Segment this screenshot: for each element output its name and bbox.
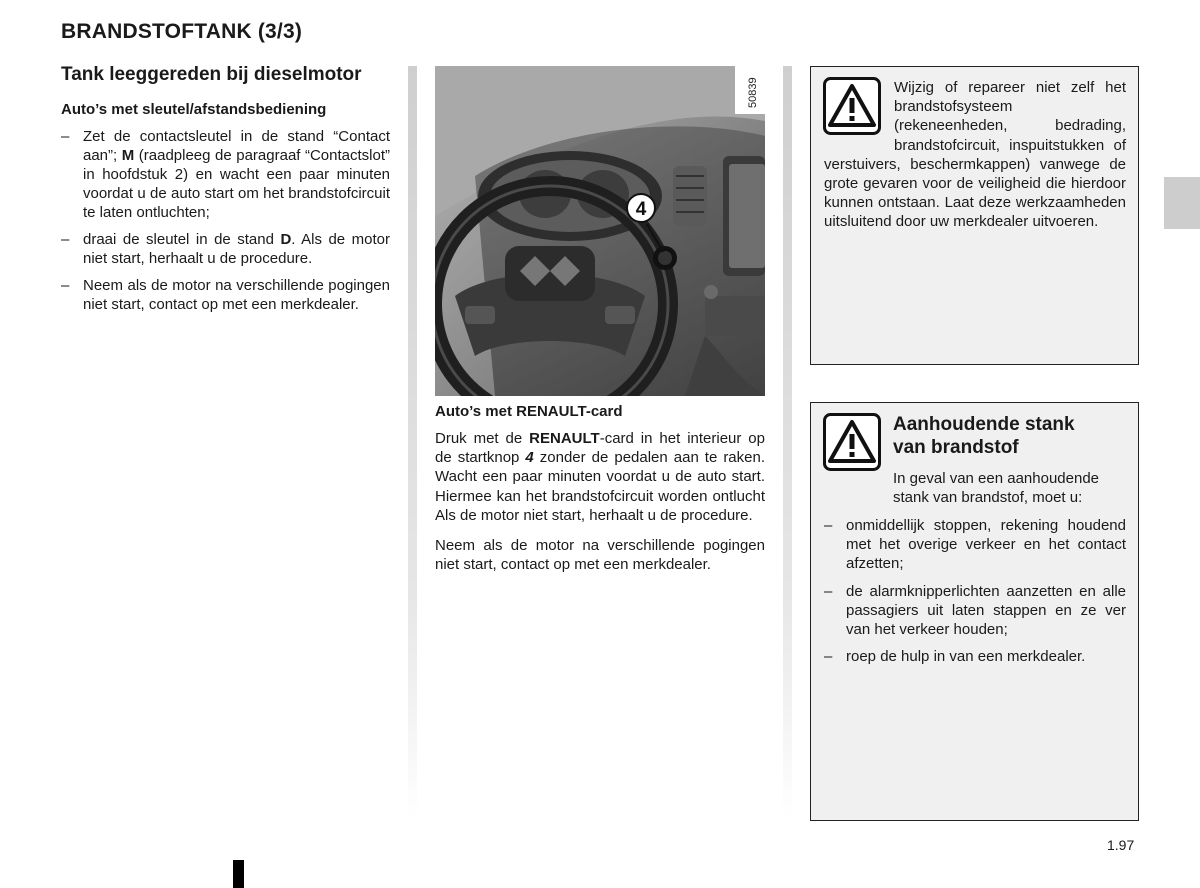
section-heading: Tank leeggereden bij dieselmotor	[61, 64, 362, 85]
warning-intro: In geval van een aanhoudende stank van brandstof, moet u:	[893, 470, 1100, 507]
column-2	[435, 402, 765, 585]
chapter-tab	[1164, 177, 1200, 229]
warning-box	[810, 402, 1139, 821]
section-subheading: Auto’s met sleutel/afstandsbediening	[61, 101, 327, 118]
warning-icon	[823, 413, 881, 471]
list-item: – roep de hulp in van een merkdealer.	[824, 648, 1086, 666]
page-number: 1.97	[1107, 837, 1135, 853]
warning-text: Wijzig of repareer niet zelf het brandstofsysteem (rekeneenheden, bedrading, brandstofcircuit, inspuitstukken of verstuivers, beschermkappen) vanwege de grote gevaren voor de veiligheid die hierdoor kunnen ontstaan. Laat deze werkzaamheden uitsluitend door uw merkdealer uitvoeren.	[824, 79, 1126, 231]
warning-list	[824, 516, 1126, 674]
paragraph: Druk met de RENAULT-card in het interieur op de startknop 4 zonder de pedalen aan te raken. Wacht een paar minuten voordat u de auto start. Hiermee kan het brandstofcircuit worden ontlucht Als de motor niet start, herhaalt u de procedure.	[435, 430, 766, 524]
callout-number: 4	[635, 199, 647, 220]
section-subheading: Auto’s met RENAULT-card	[435, 403, 623, 420]
steering-wheel-illustration	[435, 66, 765, 396]
crop-mark	[233, 860, 244, 888]
warning-title: Aanhoudende stank van brandstof	[893, 414, 1075, 458]
page-title: BRANDSTOFTANK (3/3)	[61, 20, 303, 43]
warning-box	[810, 66, 1139, 365]
list-item: – Zet de contactsleutel in de stand “Contact aan”; M (raadpleeg de paragraaf “Contactslot” in hoofdstuk 2) en wacht een paar minuten voordat u de auto start om het brandstofcircuit te laten ontluchten;	[61, 128, 391, 221]
image-reference-number: 50839	[747, 77, 759, 108]
instruction-list	[61, 127, 390, 314]
column-divider	[408, 66, 417, 820]
column-divider	[783, 66, 792, 820]
list-item: – draai de sleutel in de stand D. Als de motor niet start, herhaalt u de procedure.	[61, 231, 390, 267]
list-item: – Neem als de motor na verschillende pogingen niet start, contact op met een merkdealer.	[61, 277, 390, 313]
list-item: – de alarmknipperlichten aanzetten en alle passagiers uit laten stappen en ze ver van het verkeer houden;	[824, 582, 1126, 639]
list-item: – onmiddellijk stoppen, rekening houdend met het overige verkeer en het contact afzetten;	[824, 517, 1126, 573]
dashboard-photo	[435, 66, 765, 396]
paragraph: Neem als de motor na verschillende pogingen niet start, contact op met een merkdealer.	[435, 537, 765, 574]
column-1	[61, 63, 390, 322]
